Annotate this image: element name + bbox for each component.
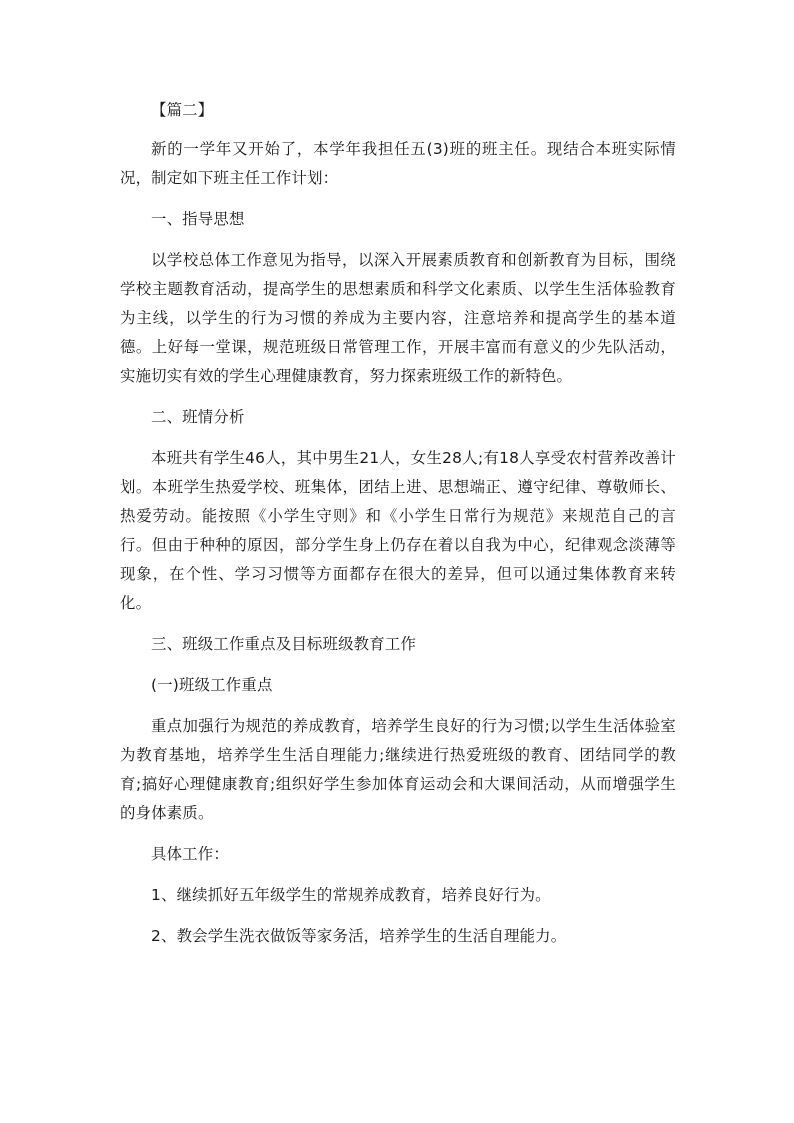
document-page [120,96,676,963]
paragraph-guiding-ideology: 以学校总体工作意见为指导，以深入开展素质教育和创新教育为目标，围绕学校主题教育活动，提高学生的思想素质和科学文化素质、以学生生活体验教育为主线，以学生的行为习惯的养成为主要内容，注意培养和提高学生的基本道德。上好每一堂课，规范班级日常管理工作，开展丰富而有意义的少先队活动，实施切实有效的学生心理健康教育，努力探索班级工作的新特色。 [120,251,676,385]
heading-guiding-ideology: 一、指导思想 [151,210,245,228]
paragraph-work-focus: 重点加强行为规范的养成教育，培养学生良好的行为习惯;以学生生活体验室为教育基地，培养学生生活自理能力;继续进行热爱班级的教育、团结同学的教育;搞好心理健康教育;组织好学生参加体育运动会和大课间活动，从而增强学生的身体素质。 [120,717,676,822]
list-item: 2、教会学生洗衣做饭等家务活，培养学生的生活自理能力。 [151,927,567,945]
specific-work-label: 具体工作： [151,845,229,863]
list-item: 1、继续抓好五年级学生的常规养成教育，培养良好行为。 [151,886,551,904]
intro-paragraph: 新的一学年又开始了，本学年我担任五(3)班的班主任。现结合本班实际情况，制定如下班主任工作计划： [120,140,676,187]
subheading-work-focus: (一)班级工作重点 [151,676,273,694]
section-title: 【篇二】 [151,101,214,119]
paragraph-class-analysis: 本班共有学生46人，其中男生21人，女生28人;有18人享受农村营养改善计划。本班学生热爱学校、班集体，团结上进、思想端正、遵守纪律、尊敬师长、热爱劳动。能按照《小学生守则》和《小学生日常行为规范》来规范自己的言行。但由于种种的原因，部分学生身上仍存在着以自我为中心，纪律观念淡薄等现象，在个性、学习习惯等方面都存在很大的差异，但可以通过集体教育来转化。 [120,449,676,612]
heading-class-analysis: 二、班情分析 [151,408,245,426]
heading-work-focus: 三、班级工作重点及目标班级教育工作 [151,635,417,653]
